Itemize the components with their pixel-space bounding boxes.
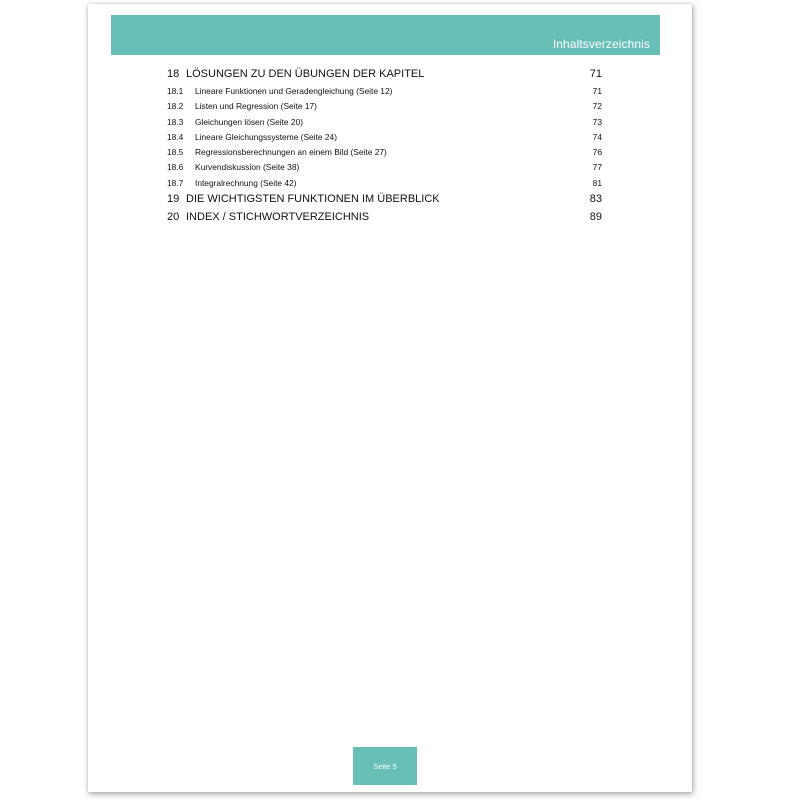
toc-entry[interactable] [167,147,602,162]
toc-entry-page: 81 [592,177,602,188]
toc-entry-page: 73 [592,116,602,127]
toc-entry-number: 18.4 [167,131,184,142]
toc-entry-page: 72 [592,101,602,112]
toc-entry-page: 71 [592,86,602,96]
page-number-box [353,747,417,785]
toc-entry-number: 18 [167,68,180,80]
toc-entry[interactable] [167,101,602,116]
toc-entry-title: Lineare Funktionen und Geradengleichung (Seite 12) [195,86,393,96]
toc-entry[interactable] [167,68,602,86]
toc-entry-title: Integralrechnung (Seite 42) [195,177,297,188]
table-of-contents [167,68,602,229]
toc-entry[interactable] [167,211,602,229]
toc-entry-title: Listen und Regression (Seite 17) [195,101,317,112]
toc-entry-title: Regressionsberechnungen an einem Bild (Seite 27) [195,147,387,158]
toc-entry-title: LÖSUNGEN ZU DEN ÜBUNGEN DER KAPITEL [186,68,425,80]
toc-entry-page: 83 [589,193,602,206]
toc-entry-number: 18.5 [167,147,184,158]
toc-entry-number: 18.1 [167,86,184,96]
toc-entry-title: Gleichungen lösen (Seite 20) [195,116,304,127]
toc-entry-number: 18.7 [167,177,184,188]
toc-entry-number: 19 [167,193,180,206]
toc-entry-number: 18.3 [167,116,184,127]
toc-entry-page: 77 [592,162,602,173]
toc-entry-title: Kurvendiskussion (Seite 38) [195,162,300,173]
toc-entry[interactable] [167,117,602,132]
toc-entry-page: 74 [592,131,602,142]
toc-entry-page: 71 [589,68,602,80]
toc-entry[interactable] [167,178,602,193]
header-title: Inhaltsverzeichnis [552,37,650,51]
header-band [111,15,660,55]
toc-entry[interactable] [167,132,602,147]
toc-entry-title: INDEX / STICHWORTVERZEICHNIS [186,211,370,224]
toc-entry-number: 18.2 [167,101,184,112]
toc-entry-page: 89 [589,211,602,224]
toc-entry[interactable] [167,193,602,211]
document-page [88,4,692,792]
toc-entry[interactable] [167,162,602,177]
toc-entry-title: DIE WICHTIGSTEN FUNKTIONEN IM ÜBERBLICK [186,193,440,206]
page-number: Seite 5 [373,761,397,771]
toc-entry-page: 76 [592,147,602,158]
toc-entry-number: 20 [167,211,180,224]
toc-entry-title: Lineare Gleichungssysteme (Seite 24) [195,131,337,142]
toc-entry[interactable] [167,86,602,101]
toc-entry-number: 18.6 [167,162,184,173]
